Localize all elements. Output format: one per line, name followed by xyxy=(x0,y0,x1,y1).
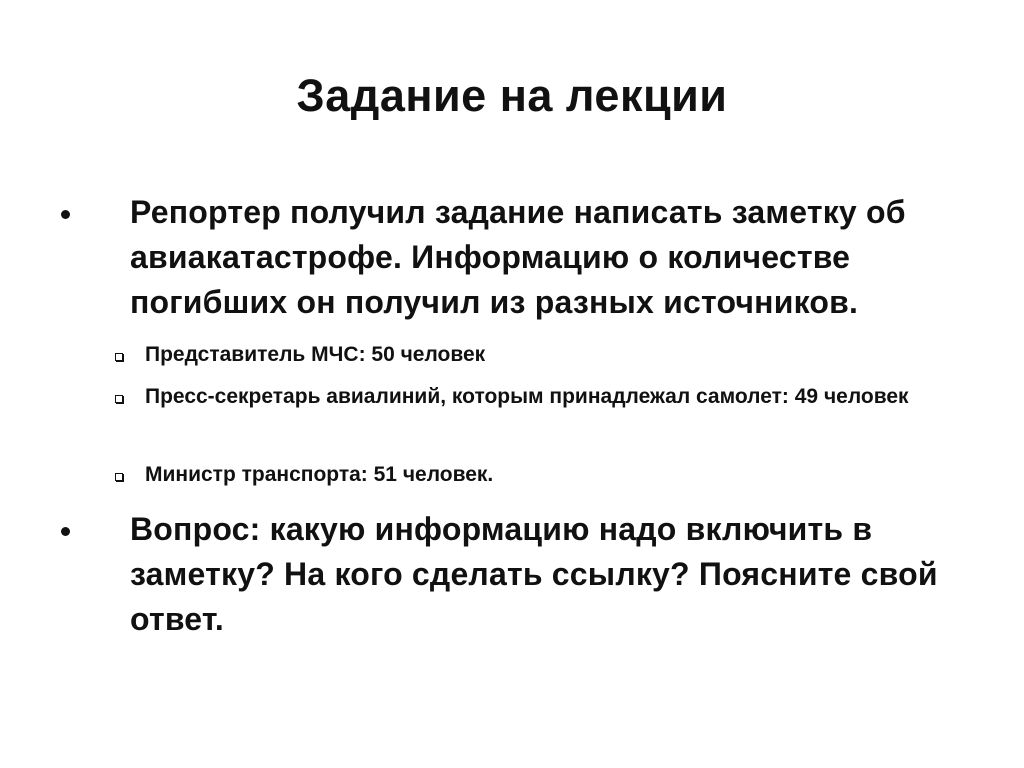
sub-marker-2 xyxy=(115,395,123,403)
sub-marker-1 xyxy=(115,353,123,361)
sub-marker-3 xyxy=(115,473,123,481)
bullet-dot-2 xyxy=(61,527,70,536)
bullet-2-text: Вопрос: какую информацию надо включить в заметку? На кого сделать ссылку? Поясните свой ответ. xyxy=(130,511,938,637)
bullet-dot-1 xyxy=(61,210,70,219)
sub-item-1: Представитель МЧС: 50 человек xyxy=(145,343,486,366)
sub-item-3: Министр транспорта: 51 человек. xyxy=(145,463,494,486)
bullet-1-text: Репортер получил задание написать заметку об авиакатастрофе. Информацию о количестве погибших он получил из разных источников. xyxy=(130,194,906,320)
sub-item-2: Пресс-секретарь авиалиний, которым принадлежал самолет: 49 человек xyxy=(145,385,909,408)
slide-title: Задание на лекции xyxy=(296,70,728,121)
